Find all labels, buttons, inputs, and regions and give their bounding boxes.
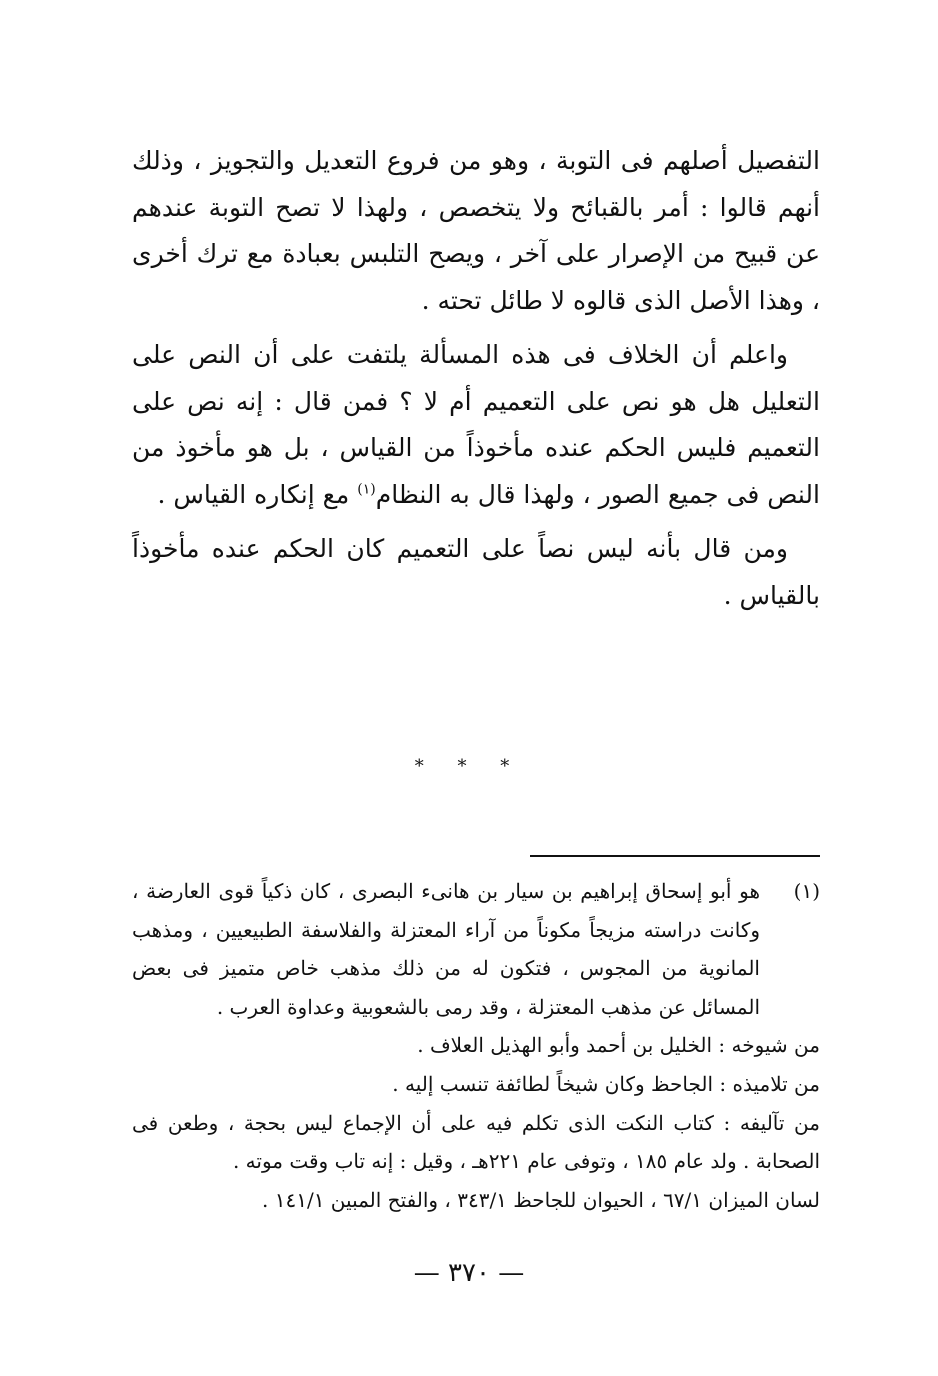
footnote-details (132, 1026, 820, 1219)
footnote-students: من تلاميذه : الجاحظ وكان شيخاً لطائفة تنسب إليه . (392, 1071, 820, 1096)
footnotes (132, 872, 820, 1219)
paragraph-1: التفصيل أصلهم فى التوبة ، وهو من فروع التعديل والتجويز ، وذلك أنهم قالوا : أمر بالقبائح ولا يتخصص ، ولهذا لا تصح التوبة عندهم عن قبيح من الإصرار على آخر ، ويصح التلبس بعبادة مع ترك أخرى ، وهذا الأصل الذى قالوه لا طائل تحته . (132, 146, 820, 315)
main-text (132, 138, 820, 627)
footnote-works: من تآليفه : كتاب النكت الذى تكلم فيه على أن الإجماع ليس بحجة ، وطعن فى الصحابة . ولد عام ١٨٥ ، وتوفى عام ٢٢١هـ ، وقيل : إنه تاب وقت موته . (132, 1110, 820, 1174)
section-divider: * * * (414, 756, 524, 777)
footnote-teachers: من شيوخه : الخليل بن أحمد وأبو الهذيل العلاف . (417, 1033, 820, 1058)
footnote-biography: هو أبو إسحاق إبراهيم بن سيار بن هانىء البصرى ، كان ذكياً قوى العارضة ، وكانت دراسته مزيجاً مكوناً من آراء المعتزلة والفلاسفة الطبيعيين ، ومذهب المانوية من المجوس ، فتكون له من ذلك مذهب خاص متميز فى بعض المسائل عن مذهب المعتزلة ، وقد رمى بالشعوبية وعداوة العرب . (132, 879, 760, 1019)
page-number: — ٣٧٠ — (413, 1258, 525, 1288)
footnote-sources: لسان الميزان ٦٧/١ ، الحيوان للجاحظ ٣٤٣/١ ، والفتح المبين ١٤١/١ . (262, 1187, 820, 1212)
paragraph-3: ومن قال بأنه ليس نصاً على التعميم كان الحكم عنده مأخوذاً بالقياس . (132, 534, 820, 610)
paragraph-2 (132, 332, 820, 518)
footnote-separator-line (530, 855, 820, 857)
paragraph-2-tail: مع إنكاره القياس . (157, 479, 358, 509)
footnote-number: (١) (793, 879, 820, 903)
paragraph-2-text: واعلم أن الخلاف فى هذه المسألة يلتفت على أن النص على التعليل هل هو نص على التعميم أم لا ؟ فمن قال : إنه نص على التعميم فليس الحكم عنده مأخوذاً من القياس ، بل هو مأخوذ من النص فى جميع الصور ، ولهذا قال به النظام (132, 340, 820, 509)
footnote-body (132, 872, 760, 1026)
footnote-reference: (١) (357, 481, 376, 498)
footnote-1 (132, 872, 820, 1026)
